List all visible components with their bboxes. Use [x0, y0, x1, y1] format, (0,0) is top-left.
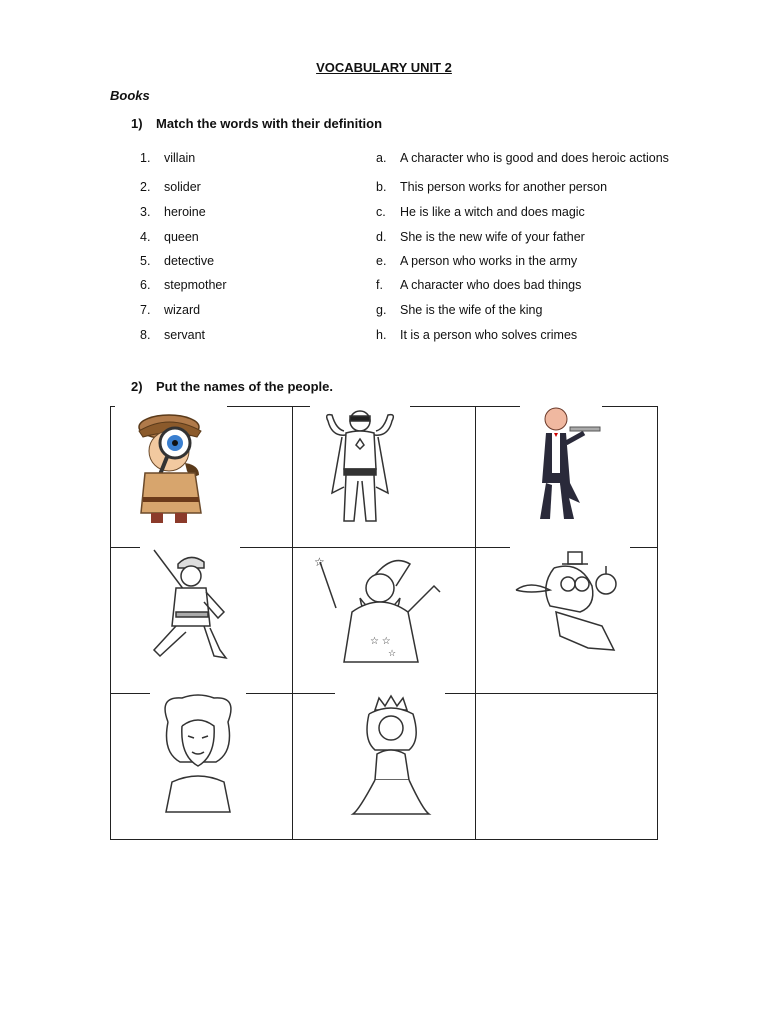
- wizard-picture: [300, 552, 450, 670]
- butler-picture: [520, 403, 602, 527]
- superhero-picture: [310, 403, 410, 529]
- svg-text:☆ ☆: ☆ ☆: [370, 636, 391, 647]
- svg-text:☆: ☆: [388, 648, 397, 658]
- section-label: Books: [110, 88, 150, 103]
- queen-picture: [335, 690, 445, 822]
- svg-text:☆: ☆: [314, 555, 325, 569]
- villain-picture: [510, 546, 630, 668]
- stepmother-picture: [150, 692, 246, 820]
- picture-grid: [110, 406, 658, 840]
- exercise-1-heading: 1) Match the words with their definition: [131, 116, 383, 131]
- worksheet-page: VOCABULARY UNIT 2 Books 1) Match the words with their definition 1. villain 2. solider 3. heroine 4. queen 5. detective 6. stepmother 7. wizard 8. servant a. A character who is good and does heroic actions b. This person works for another person c. He is like a witch and does magic d. She is the new wife of your father e. A person who works in the army f. A character who does bad things g. She is the wife of the king h. It is a person who solves crimes 2) Put the names of the people. ☆ ☆ ☆ ☆: [0, 0, 768, 1024]
- detective-picture: [115, 403, 227, 527]
- exercise-2-heading: 2) Put the names of the people.: [131, 379, 333, 394]
- page-title: VOCABULARY UNIT 2: [316, 60, 452, 75]
- soldier-picture: [140, 546, 240, 676]
